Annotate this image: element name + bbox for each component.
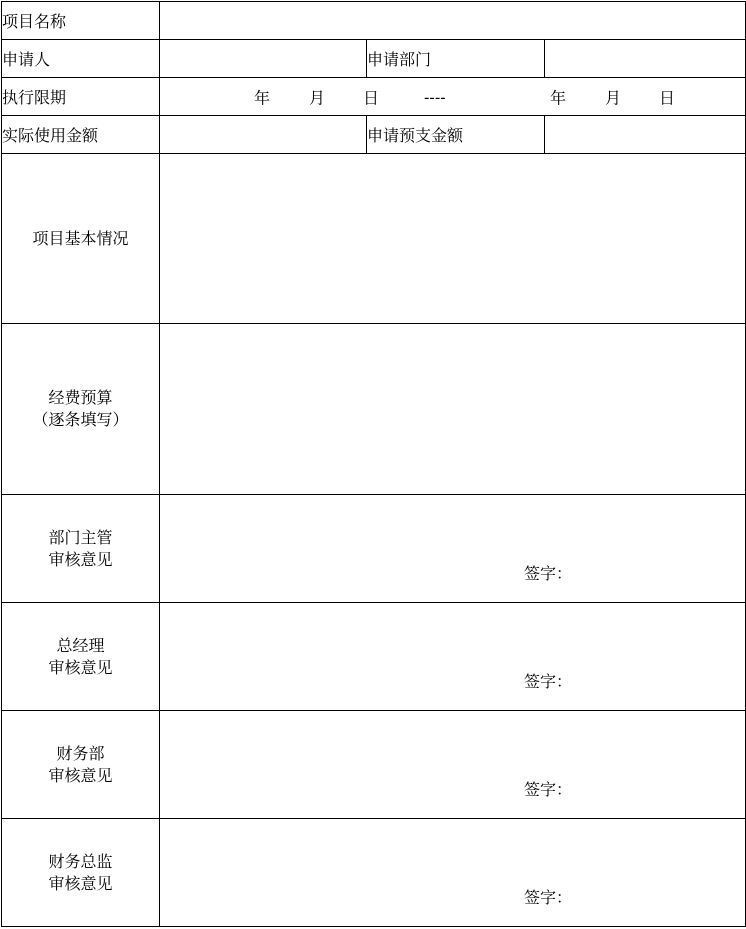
advance-amount-label: 申请预支金额 xyxy=(367,116,545,154)
applicant-label: 申请人 xyxy=(2,40,160,78)
deadline-label: 执行限期 xyxy=(2,78,160,116)
project-info-field[interactable] xyxy=(160,154,746,324)
project-name-field[interactable] xyxy=(160,2,746,40)
row-approval-dept-head xyxy=(2,495,746,603)
signature-label: 签字： xyxy=(524,672,573,691)
start-year-label: 年 xyxy=(254,88,271,107)
approval-label-line2: 审核意见 xyxy=(48,765,113,785)
approval-dept-head-label xyxy=(2,495,160,603)
department-label: 申请部门 xyxy=(367,40,545,78)
row-applicant xyxy=(2,40,746,78)
approval-label-line2: 审核意见 xyxy=(48,873,113,893)
expense-request-form xyxy=(1,1,746,927)
applicant-field[interactable] xyxy=(160,40,367,78)
approval-finance-dept-field[interactable] xyxy=(160,711,746,819)
row-approval-general-manager xyxy=(2,603,746,711)
budget-label-line2: （逐条填写） xyxy=(32,410,129,429)
row-approval-finance-dept xyxy=(2,711,746,819)
row-approval-cfo xyxy=(2,819,746,927)
start-day-label: 日 xyxy=(363,88,380,107)
approval-finance-dept-label xyxy=(2,711,160,819)
approval-label-line1: 总经理 xyxy=(56,635,105,655)
end-day-label: 日 xyxy=(659,88,676,107)
approval-general-manager-field[interactable] xyxy=(160,603,746,711)
row-budget xyxy=(2,324,746,495)
row-project-info xyxy=(2,154,746,324)
department-field[interactable] xyxy=(545,40,746,78)
row-project-name xyxy=(2,2,746,40)
actual-amount-field[interactable] xyxy=(160,116,367,154)
approval-cfo-label xyxy=(2,819,160,927)
project-info-label xyxy=(2,154,160,324)
signature-label: 签字： xyxy=(524,564,573,583)
budget-field[interactable] xyxy=(160,324,746,495)
advance-amount-field[interactable] xyxy=(545,116,746,154)
deadline-field[interactable] xyxy=(160,78,746,116)
approval-label-line1: 财务总监 xyxy=(48,851,113,871)
approval-cfo-field[interactable] xyxy=(160,819,746,927)
signature-label: 签字： xyxy=(524,780,573,799)
row-deadline xyxy=(2,78,746,116)
date-range-dash: ---- xyxy=(424,87,446,106)
row-amounts xyxy=(2,116,746,154)
project-info-label-text: 项目基本情况 xyxy=(32,228,129,248)
actual-amount-label: 实际使用金额 xyxy=(2,116,160,154)
approval-label-line1: 财务部 xyxy=(56,743,105,763)
end-year-label: 年 xyxy=(550,88,567,107)
budget-label-line1: 经费预算 xyxy=(48,388,113,407)
signature-label: 签字： xyxy=(524,888,573,907)
budget-label xyxy=(2,324,160,495)
approval-dept-head-field[interactable] xyxy=(160,495,746,603)
approval-label-line2: 审核意见 xyxy=(48,657,113,677)
project-name-label: 项目名称 xyxy=(2,2,160,40)
approval-general-manager-label xyxy=(2,603,160,711)
end-month-label: 月 xyxy=(605,88,622,107)
start-month-label: 月 xyxy=(309,88,326,107)
approval-label-line1: 部门主管 xyxy=(48,527,113,547)
approval-label-line2: 审核意见 xyxy=(48,549,113,569)
